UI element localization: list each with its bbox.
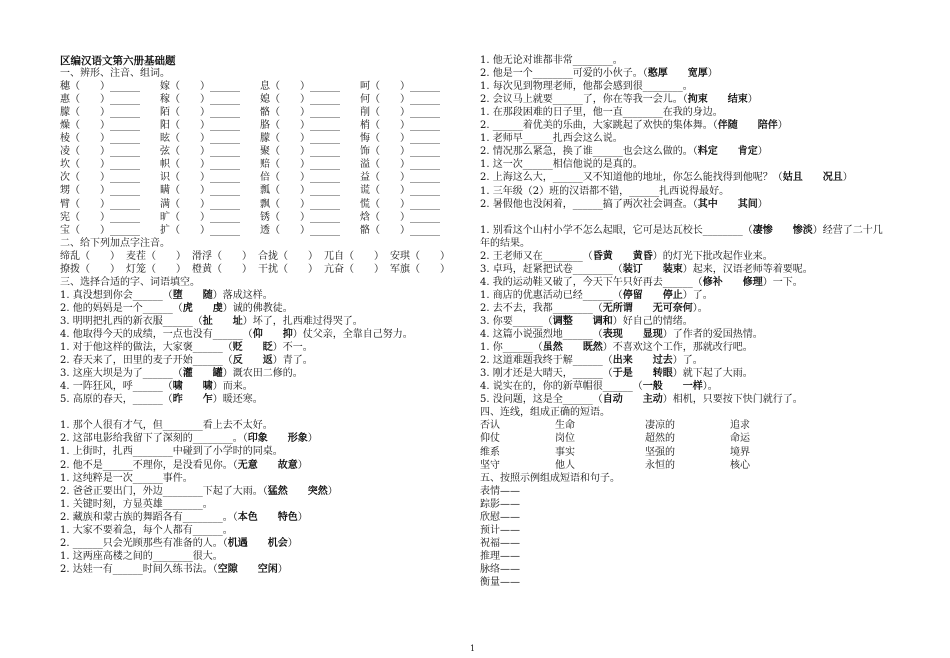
left-grid-cell: 瓢（ ）______ [260, 185, 340, 197]
right-match-row [480, 420, 920, 433]
right-text-line: 4. 这篇小说强烈地______（表现 显现）了作者的爱国热情。 [480, 329, 763, 341]
right-text-line: 1. 在那段困难的日子里，他一直________在我的身边。 [480, 107, 723, 119]
left-grid-row [60, 159, 455, 172]
right-match-row [480, 447, 920, 460]
left-grid-row [60, 264, 455, 277]
right-text-line: 1. 你______（虽然 既然）不喜欢这个工作，那就改行吧。 [480, 342, 753, 354]
left-grid-row [60, 251, 455, 264]
page-number: 1 [470, 644, 476, 653]
left-grid-cell: 扩（ ）______ [160, 224, 240, 236]
left-grid-cell: 凌（ ）______ [60, 146, 140, 158]
left-text-line: 三、选择合适的字、词语填空。 [60, 276, 200, 288]
left-grid-cell: 眩（ ）______ [160, 133, 240, 145]
left-grid-row [60, 107, 455, 120]
right-match-word: 生命 [555, 420, 575, 432]
left-grid-cell: 燥（ ）______ [60, 120, 140, 132]
left-grid-row [60, 94, 455, 107]
left-text-line: 一、辨形、注音、组词。 [60, 68, 170, 79]
left-grid-cell: 阳（ ）______ [160, 120, 240, 132]
left-text-line: 2. 藏族和蒙古族的舞蹈各有________。（本色 特色） [60, 511, 308, 523]
right-match-word: 否认 [480, 420, 500, 432]
left-grid-row [60, 133, 455, 146]
left-grid-cell: 宪（ ）______ [60, 211, 140, 223]
right-text-line: 2. 他是一个________可爱的小伙子。（憨厚 宽厚） [480, 68, 718, 80]
right-text-line: 祝福—— [480, 537, 520, 549]
right-text-line: 1. 别看这个山村小学不怎么起眼，它可是达瓦校长________（凄惨 惨淡）经营了二十几 [480, 224, 883, 236]
right-text-line: 4. 说实在的，你的新草帽很______（一般 一样）。 [480, 381, 718, 393]
left-grid-cell: 嫁（ ）______ [160, 81, 240, 93]
right-text-line: 3. 刚才还是大晴天，______（于是 转眼）就下起了大雨。 [480, 368, 753, 380]
left-text-line: 1. 这两座高楼之间的________很大。 [60, 550, 223, 562]
right-text-line: 2. 去不去，我都________（无所谓 无可奈何）。 [480, 302, 708, 314]
left-grid-cell: 陌（ ）______ [160, 107, 240, 119]
right-text-line: 2. ______着优美的乐曲，大家跳起了欢快的集体舞。（伴随 陪伴） [480, 120, 788, 132]
right-match-word: 永恒的 [645, 459, 675, 471]
right-text-line: 2. 上海这么大，______又不知道他的地址，你怎么能找得到他呢？（姑且 况且） [480, 172, 853, 184]
left-grid-cell: 满（ ）______ [160, 198, 240, 210]
left-grid-row [60, 185, 455, 198]
left-text-line [60, 407, 455, 420]
left-grid-cell: 军旗（ ） [390, 263, 450, 275]
right-match-word: 坚强的 [645, 446, 675, 458]
right-text-line: 年的结果。 [480, 237, 530, 249]
left-grid-cell: 飘（ ）______ [260, 198, 340, 210]
right-text-line: 2. 王老师又在________（昏黄 黄昏）的灯光下批改起作业来。 [480, 250, 773, 262]
left-grid-cell: 溢（ ）______ [360, 159, 440, 171]
right-match-word: 追求 [730, 420, 750, 432]
right-match-word: 维系 [480, 446, 500, 458]
left-grid-cell: 识（ ）______ [160, 172, 240, 184]
left-grid-cell: 息（ ）______ [260, 81, 340, 93]
left-text-line: 5. 高原的春天，______（昨 乍）暖还寒。 [60, 394, 263, 406]
left-grid-cell: 撩拨（ ） [60, 263, 120, 275]
left-grid-cell: 朦（ ）______ [60, 107, 140, 119]
left-grid-cell: 胳（ ）______ [260, 120, 340, 132]
left-grid-cell: 缔乱（ ） [60, 250, 120, 262]
left-grid-cell: 悔（ ）______ [360, 133, 440, 145]
right-match-word: 凄凉的 [645, 420, 675, 432]
left-grid-cell: 干扰（ ） [258, 263, 318, 275]
right-match-word: 事实 [555, 446, 575, 458]
left-text-line: 2. ______只会光顾那些有准备的人。（机遇 机会） [60, 537, 298, 549]
left-grid-cell: 赔（ ）______ [260, 159, 340, 171]
left-grid-cell: 倍（ ）______ [260, 172, 340, 184]
left-text-line: 1. 真没想到你会______（堕 随）落成这样。 [60, 289, 273, 301]
right-text-line [480, 212, 920, 225]
left-grid-cell: 焓（ ）______ [360, 211, 440, 223]
left-grid-cell: 何（ ）______ [360, 94, 440, 106]
left-grid-cell: 麦茬（ ） [126, 250, 186, 262]
left-text-line: 1. 这纯粹是一次______事件。 [60, 472, 193, 484]
left-grid-cell: 骼（ ）______ [260, 107, 340, 119]
right-match-word: 坚守 [480, 459, 500, 471]
left-text-line: 1. 关键时刻，方显英雄________。 [60, 498, 213, 510]
left-grid-cell: 宝（ ）______ [60, 224, 140, 236]
left-grid-cell: 瞒（ ）______ [160, 185, 240, 197]
left-grid-cell: 梢（ ）______ [360, 120, 440, 132]
left-grid-cell: 穗（ ）______ [60, 81, 140, 93]
right-text-line: 4. 我的运动鞋又破了，今天下午只好再去______（修补 修理）一下。 [480, 276, 803, 288]
right-match-word: 岗位 [555, 433, 575, 445]
left-text-line: 2. 春天来了，田里的麦子开始______（反 返）青了。 [60, 355, 313, 367]
left-text-line: 二、给下列加点字注音。 [60, 237, 170, 249]
left-grid-cell: 合拢（ ） [258, 250, 318, 262]
right-text-line: 欣慰—— [480, 511, 520, 523]
left-text-line: 2. 他不是______不理你，是没看见你。（无意 故意） [60, 459, 308, 471]
left-text-line: 2. 爸爸正要出门，外边________下起了大雨。（猛然 突然） [60, 485, 338, 497]
right-text-line: 四、连线，组成正确的短语。 [480, 407, 610, 419]
right-match-word: 超然的 [645, 433, 675, 445]
right-text-line: 1. 老师早______扎西会这么说。 [480, 133, 623, 145]
left-grid-cell: 滑浮（ ） [192, 250, 252, 262]
left-grid-row [60, 172, 455, 185]
left-text-line: 1. 大家不要着急，每个人都有______。 [60, 524, 233, 536]
right-text-line: 脉络—— [480, 563, 520, 575]
left-grid-cell: 安琪（ ） [390, 250, 450, 262]
left-grid-cell: 朦（ ）______ [260, 133, 340, 145]
right-text-line: 1. 他无论对谁都非常________。 [480, 55, 623, 66]
left-grid-cell: 臂（ ）______ [60, 198, 140, 210]
right-text-line: 推理—— [480, 550, 520, 562]
right-match-word: 核心 [730, 459, 750, 471]
right-match-word: 境界 [730, 446, 750, 458]
right-text-line: 预计—— [480, 524, 520, 536]
left-text-line: 2. 这部电影给我留下了深刻的________。（印象 形象） [60, 433, 318, 445]
left-text-line: 3. 这座大坝是为了______（灌 罐）溉农田二修的。 [60, 368, 303, 380]
left-grid-cell: 亢奋（ ） [324, 263, 384, 275]
left-grid-row [60, 212, 455, 225]
left-text-line: 1. 对于他这样的做法，大家褒______（贬 眨）不一。 [60, 342, 313, 354]
left-grid-cell: 甥（ ）______ [60, 185, 140, 197]
right-text-line: 1. 每次见到物理老师，他都会感到很________。 [480, 81, 693, 93]
right-text-line: 5. 没问题，这是全______（自动 主动）相机，只要按下快门就行了。 [480, 394, 803, 406]
left-text-line: 1. 上街时，扎西________中碰到了小学时的同桌。 [60, 446, 283, 458]
left-grid-cell: 稼（ ）______ [160, 94, 240, 106]
right-text-line: 1. 商店的优惠活动已经______（停留 停止）了。 [480, 289, 713, 301]
left-grid-cell: 棱（ ）______ [60, 133, 140, 145]
left-text-line: 4. 他取得今天的成绩，一点也没有______（仰 抑）仗父亲，全靠自己努力。 [60, 329, 413, 340]
left-grid-row [60, 225, 455, 238]
right-text-line: 2. 情况那么紧急，换了谁______也会这么做的。（料定 肯定） [480, 146, 768, 158]
left-text-line: 4. 一阵狂风，呼______（啸 啸）而来。 [60, 381, 253, 393]
left-grid-cell: 灯笼（ ） [126, 263, 186, 275]
left-grid-cell: 惠（ ）______ [60, 94, 140, 106]
left-grid-cell: 媳（ ）______ [260, 94, 340, 106]
left-grid-cell: 谎（ ）______ [360, 185, 440, 197]
left-text-line: 2. 达娃一有______时间久练书法。（空隙 空闲） [60, 563, 288, 575]
right-match-word: 他人 [555, 459, 575, 471]
right-text-line: 1. 三年级（2）班的汉语都不错，______扎西说得最好。 [480, 185, 730, 197]
right-text-line: 2. 这道难题我终于解______（出来 过去）了。 [480, 355, 703, 367]
left-grid-cell: 慌（ ）______ [360, 198, 440, 210]
left-grid-cell: 兀自（ ） [324, 250, 384, 262]
left-grid-cell: 帜（ ）______ [160, 159, 240, 171]
left-grid-row [60, 146, 455, 159]
right-match-word: 仰仗 [480, 433, 500, 445]
left-grid-row [60, 120, 455, 133]
right-match-row [480, 433, 920, 446]
left-grid-cell: 益（ ）______ [360, 172, 440, 184]
left-grid-cell: 旷（ ）______ [160, 211, 240, 223]
left-grid-cell: 饰（ ）______ [360, 146, 440, 158]
right-match-row [480, 460, 920, 473]
left-text-line: 2. 他的妈妈是一个______（虎 虔）诚的佛教徒。 [60, 302, 293, 314]
left-grid-cell: 呵（ ）______ [360, 81, 440, 93]
left-text-line: 3. 明明把扎西的新衣服______（扯 址）坏了，扎西难过得哭了。 [60, 315, 363, 327]
left-grid-cell: 透（ ）______ [260, 224, 340, 236]
left-grid-cell: 骼（ ）______ [360, 224, 440, 236]
page-title: 区编汉语文第六册基础题 [60, 55, 176, 67]
right-text-line: 1. 这一次______相信他说的是真的。 [480, 159, 643, 171]
right-text-line: 衡量—— [480, 577, 520, 588]
left-grid-cell: 次（ ）______ [60, 172, 140, 184]
left-grid-row [60, 81, 455, 94]
right-text-line: 2. 会议马上就要______了，你在等我一会儿。（拘束 结束） [480, 94, 758, 106]
right-text-line: 3. 你要______（调整 调和）好自己的情绪。 [480, 316, 693, 327]
right-text-line: 五、按照示例组成短语和句子。 [480, 472, 620, 484]
right-text-line: 表情—— [480, 485, 520, 497]
right-text-line: 3. 卓玛，赶紧把试卷________（装订 装束）起来，汉语老师等着要呢。 [480, 263, 813, 275]
right-text-line: 2. 暑假他也没闲着，______搞了两次社会调查。（其中 其间） [480, 198, 768, 210]
left-grid-cell: 橙黄（ ） [192, 263, 252, 275]
left-grid-row [60, 199, 455, 212]
right-text-line: 踪影—— [480, 498, 520, 510]
left-grid-cell: 锈（ ）______ [260, 211, 340, 223]
left-grid-cell: 削（ ）______ [360, 107, 440, 119]
left-grid-cell: 坎（ ）______ [60, 159, 140, 171]
left-text-line: 1. 那个人很有才气，但________看上去不太好。 [60, 420, 273, 432]
left-grid-cell: 弦（ ）______ [160, 146, 240, 158]
right-match-word: 命运 [730, 433, 750, 445]
left-grid-cell: 聚（ ）______ [260, 146, 340, 158]
